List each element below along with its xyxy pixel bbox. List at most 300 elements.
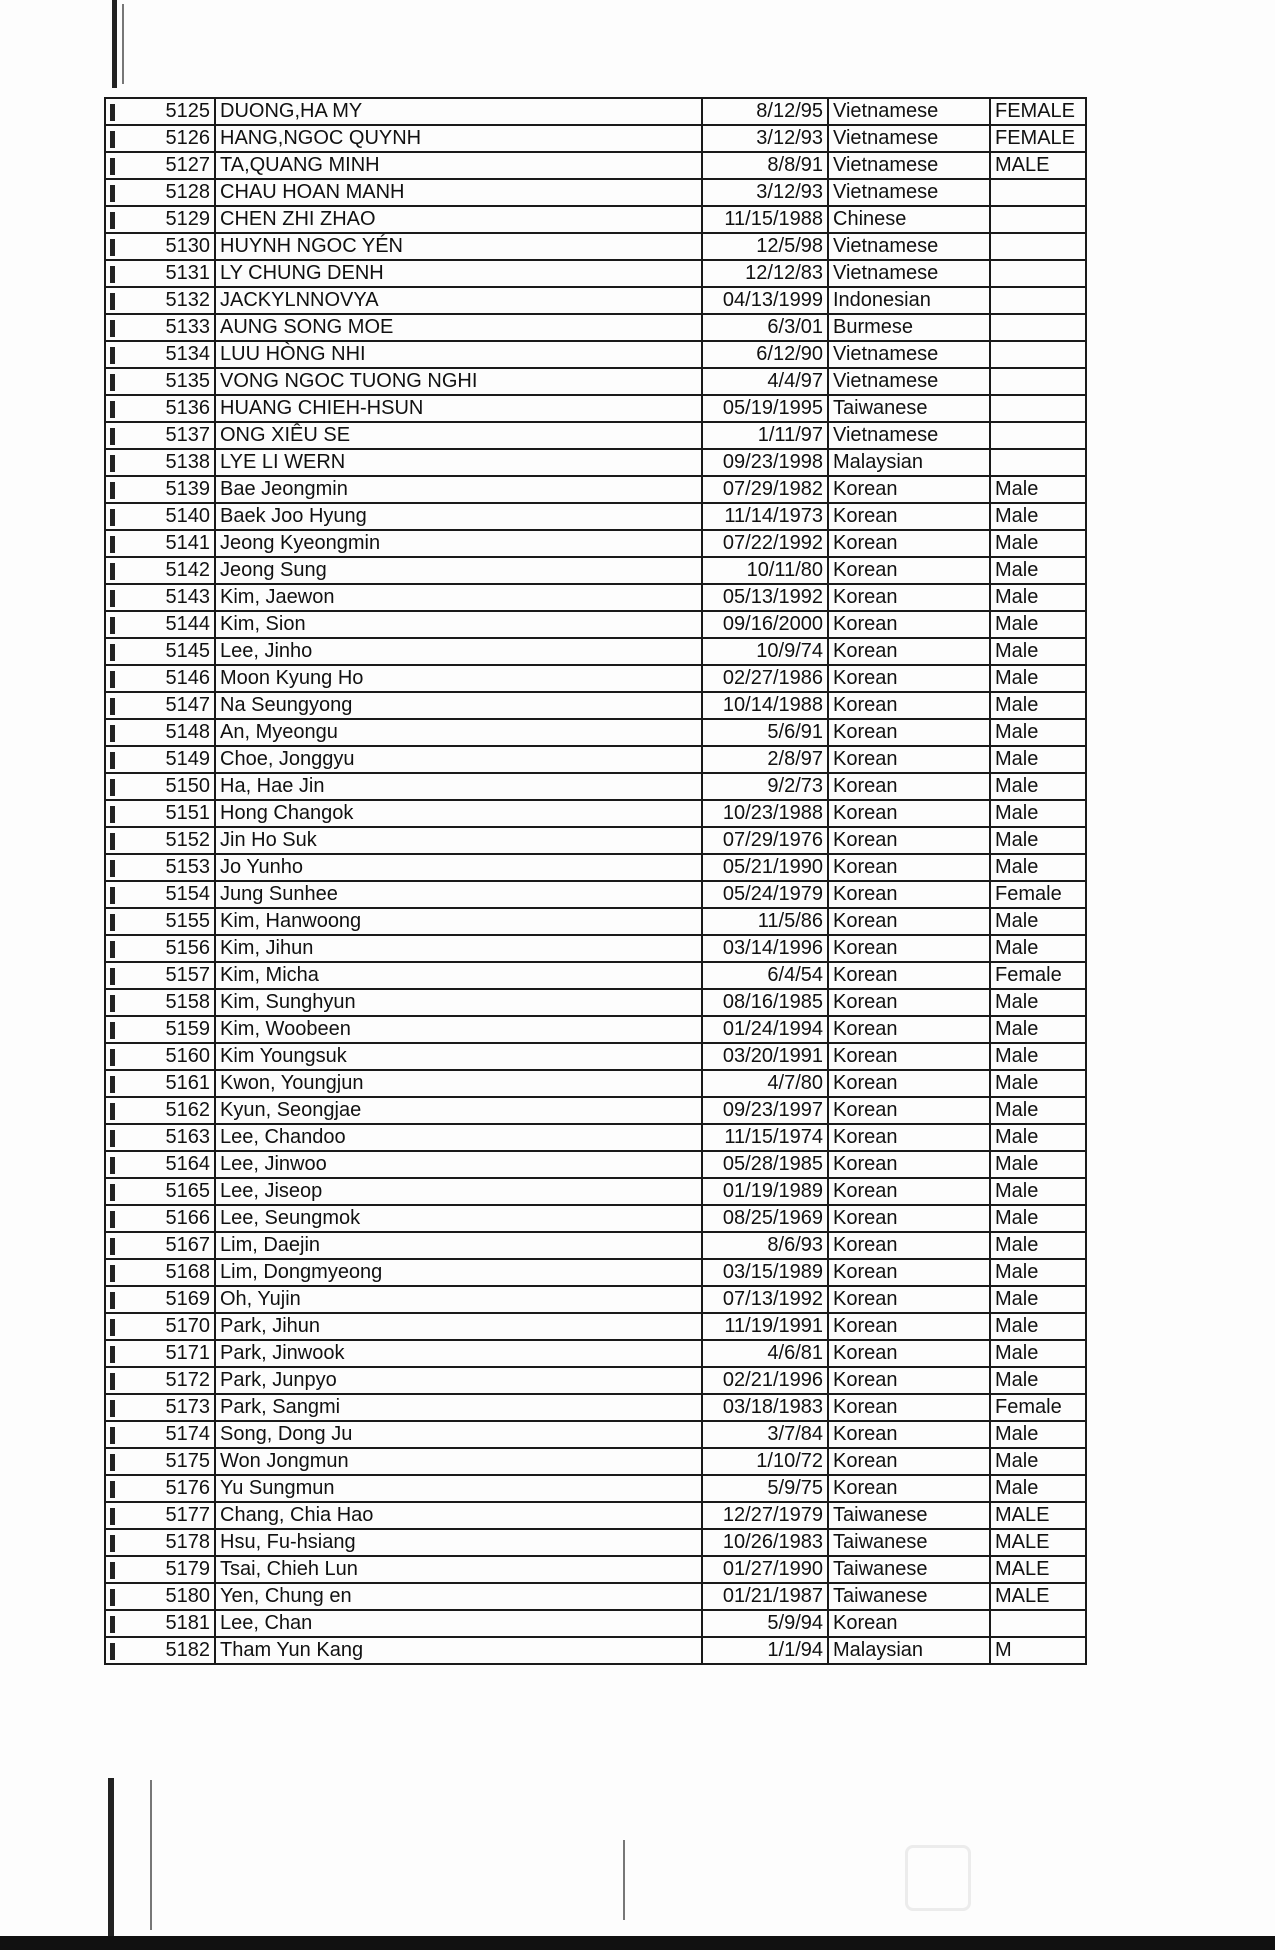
cell-nationality-text: Korean xyxy=(833,586,898,608)
table-row xyxy=(105,1367,1086,1394)
cell-date-of-birth xyxy=(702,260,828,287)
scan-bar-mark xyxy=(110,428,115,445)
scan-bar-mark xyxy=(110,1157,115,1174)
cell-number-text: 5160 xyxy=(165,1045,210,1067)
cell-number xyxy=(105,1286,215,1313)
cell-number-text: 5178 xyxy=(165,1531,210,1553)
table-row xyxy=(105,341,1086,368)
cell-name xyxy=(215,1070,702,1097)
cell-number xyxy=(105,1178,215,1205)
table-row xyxy=(105,611,1086,638)
cell-date-of-birth xyxy=(702,1259,828,1286)
cell-date-of-birth xyxy=(702,449,828,476)
table-row xyxy=(105,98,1086,125)
cell-name-text: Yen, Chung en xyxy=(220,1585,352,1607)
cell-name xyxy=(215,503,702,530)
cell-number xyxy=(105,800,215,827)
cell-number-text: 5150 xyxy=(165,775,210,797)
cell-date-of-birth xyxy=(702,1340,828,1367)
cell-gender xyxy=(990,638,1086,665)
cell-name-text: Jo Yunho xyxy=(220,856,304,878)
cell-date-of-birth-text: 11/14/1973 xyxy=(724,505,823,527)
cell-gender xyxy=(990,962,1086,989)
cell-name-text: Kwon, Youngjun xyxy=(220,1072,364,1094)
cell-name xyxy=(215,1259,702,1286)
cell-number-text: 5169 xyxy=(165,1288,210,1310)
cell-name xyxy=(215,665,702,692)
scan-bar-mark xyxy=(110,725,115,742)
cell-gender-text: Male xyxy=(995,613,1039,635)
cell-number xyxy=(105,422,215,449)
scan-bar-mark xyxy=(110,158,115,175)
scan-bar-mark xyxy=(110,1292,115,1309)
cell-nationality xyxy=(828,1016,990,1043)
cell-nationality-text: Korean xyxy=(833,559,898,581)
cell-nationality-text: Burmese xyxy=(833,316,914,338)
scan-bar-mark xyxy=(110,698,115,715)
cell-name xyxy=(215,557,702,584)
cell-nationality xyxy=(828,1448,990,1475)
cell-number-text: 5166 xyxy=(165,1207,210,1229)
cell-gender-text: MALE xyxy=(995,154,1050,176)
cell-nationality xyxy=(828,746,990,773)
cell-name xyxy=(215,206,702,233)
table-row xyxy=(105,692,1086,719)
cell-name xyxy=(215,233,702,260)
cell-nationality-text: Korean xyxy=(833,910,898,932)
scan-bar-mark xyxy=(110,1427,115,1444)
cell-date-of-birth-text: 10/14/1988 xyxy=(722,694,823,716)
cell-nationality-text: Korean xyxy=(833,1018,898,1040)
table-row xyxy=(105,314,1086,341)
cell-gender-text: Female xyxy=(995,883,1062,905)
cell-nationality-text: Korean xyxy=(833,721,898,743)
cell-nationality-text: Korean xyxy=(833,1423,898,1445)
table-row xyxy=(105,1151,1086,1178)
table-row xyxy=(105,800,1086,827)
cell-nationality-text: Korean xyxy=(833,505,898,527)
cell-date-of-birth xyxy=(702,1124,828,1151)
cell-name-text: Won Jongmun xyxy=(220,1450,349,1472)
cell-gender xyxy=(990,1340,1086,1367)
cell-gender xyxy=(990,1313,1086,1340)
scan-bottom-edge xyxy=(0,1936,1275,1950)
table-row xyxy=(105,1583,1086,1610)
cell-number xyxy=(105,1421,215,1448)
cell-gender xyxy=(990,611,1086,638)
cell-date-of-birth-text: 01/19/1989 xyxy=(722,1180,823,1202)
cell-gender xyxy=(990,854,1086,881)
table-row xyxy=(105,881,1086,908)
cell-nationality xyxy=(828,341,990,368)
cell-gender-text: Male xyxy=(995,532,1039,554)
table-row xyxy=(105,584,1086,611)
cell-gender xyxy=(990,800,1086,827)
cell-date-of-birth-text: 1/10/72 xyxy=(756,1450,823,1472)
cell-name-text: Ha, Hae Jin xyxy=(220,775,325,797)
cell-gender xyxy=(990,1421,1086,1448)
cell-gender-text: Male xyxy=(995,1450,1039,1472)
cell-name xyxy=(215,908,702,935)
cell-date-of-birth xyxy=(702,1556,828,1583)
cell-number-text: 5136 xyxy=(165,397,210,419)
cell-name xyxy=(215,1124,702,1151)
cell-name-text: Kim, Jaewon xyxy=(220,586,335,608)
cell-number xyxy=(105,1475,215,1502)
cell-date-of-birth xyxy=(702,314,828,341)
cell-name xyxy=(215,125,702,152)
cell-date-of-birth-text: 03/14/1996 xyxy=(722,937,823,959)
cell-gender xyxy=(990,152,1086,179)
cell-number-text: 5134 xyxy=(165,343,210,365)
cell-gender-text: Male xyxy=(995,1018,1039,1040)
cell-number xyxy=(105,584,215,611)
cell-date-of-birth xyxy=(702,584,828,611)
cell-gender-text: Male xyxy=(995,694,1039,716)
cell-gender xyxy=(990,395,1086,422)
cell-nationality xyxy=(828,1556,990,1583)
cell-name-text: AUNG SONG MOE xyxy=(220,316,394,338)
cell-number xyxy=(105,746,215,773)
cell-date-of-birth xyxy=(702,746,828,773)
cell-number-text: 5179 xyxy=(165,1558,210,1580)
cell-gender-text: Male xyxy=(995,1234,1039,1256)
scan-bar-mark xyxy=(110,1616,115,1633)
cell-nationality-text: Indonesian xyxy=(833,289,931,311)
cell-nationality xyxy=(828,1421,990,1448)
cell-name-text: Bae Jeongmin xyxy=(220,478,348,500)
cell-date-of-birth-text: 05/21/1990 xyxy=(722,856,823,878)
table-row xyxy=(105,638,1086,665)
cell-date-of-birth xyxy=(702,1421,828,1448)
cell-gender-text: Female xyxy=(995,1396,1062,1418)
cell-name xyxy=(215,179,702,206)
table-row xyxy=(105,530,1086,557)
table-row xyxy=(105,1043,1086,1070)
table-row xyxy=(105,179,1086,206)
cell-gender-text: Male xyxy=(995,586,1039,608)
cell-nationality-text: Vietnamese xyxy=(833,127,939,149)
cell-name xyxy=(215,746,702,773)
cell-name xyxy=(215,422,702,449)
cell-nationality xyxy=(828,233,990,260)
cell-nationality xyxy=(828,881,990,908)
cell-nationality-text: Vietnamese xyxy=(833,235,939,257)
cell-date-of-birth-text: 4/4/97 xyxy=(767,370,823,392)
cell-name-text: Kim, Jihun xyxy=(220,937,314,959)
scan-bar-mark xyxy=(110,833,115,850)
cell-number-text: 5163 xyxy=(165,1126,210,1148)
cell-name-text: Park, Jinwook xyxy=(220,1342,345,1364)
cell-number-text: 5152 xyxy=(165,829,210,851)
scan-bar-mark xyxy=(110,374,115,391)
table-row xyxy=(105,1259,1086,1286)
cell-name-text: Kyun, Seongjae xyxy=(220,1099,362,1121)
cell-date-of-birth-text: 11/19/1991 xyxy=(724,1315,823,1337)
cell-number xyxy=(105,233,215,260)
cell-number xyxy=(105,1232,215,1259)
cell-nationality-text: Korean xyxy=(833,1099,898,1121)
cell-date-of-birth xyxy=(702,1151,828,1178)
scan-bar-mark xyxy=(110,131,115,148)
cell-date-of-birth-text: 12/5/98 xyxy=(756,235,823,257)
cell-nationality-text: Korean xyxy=(833,883,898,905)
cell-name-text: Chang, Chia Hao xyxy=(220,1504,374,1526)
table-row xyxy=(105,1610,1086,1637)
cell-name-text: LY CHUNG DENH xyxy=(220,262,384,284)
cell-nationality xyxy=(828,665,990,692)
scan-bar-mark xyxy=(110,455,115,472)
cell-number xyxy=(105,773,215,800)
cell-nationality-text: Taiwanese xyxy=(833,1504,928,1526)
cell-name xyxy=(215,1016,702,1043)
cell-number xyxy=(105,206,215,233)
cell-gender-text: Male xyxy=(995,829,1039,851)
cell-date-of-birth-text: 04/13/1999 xyxy=(722,289,823,311)
scan-edge-mark-top-thin xyxy=(122,4,124,84)
cell-name-text: Kim, Micha xyxy=(220,964,319,986)
cell-name-text: CHEN ZHI ZHAO xyxy=(220,208,376,230)
cell-gender xyxy=(990,179,1086,206)
cell-nationality-text: Korean xyxy=(833,694,898,716)
cell-nationality xyxy=(828,1313,990,1340)
cell-number-text: 5157 xyxy=(165,964,210,986)
cell-nationality-text: Taiwanese xyxy=(833,1585,928,1607)
scan-bar-mark xyxy=(110,1562,115,1579)
table-row xyxy=(105,1016,1086,1043)
cell-name xyxy=(215,827,702,854)
cell-date-of-birth-text: 07/22/1992 xyxy=(722,532,823,554)
cell-date-of-birth xyxy=(702,800,828,827)
cell-date-of-birth xyxy=(702,1016,828,1043)
cell-nationality xyxy=(828,1097,990,1124)
cell-gender xyxy=(990,719,1086,746)
cell-gender-text: Male xyxy=(995,1072,1039,1094)
cell-date-of-birth-text: 02/21/1996 xyxy=(722,1369,823,1391)
cell-name xyxy=(215,1313,702,1340)
cell-number-text: 5168 xyxy=(165,1261,210,1283)
cell-nationality xyxy=(828,584,990,611)
cell-name xyxy=(215,1637,702,1664)
scan-bar-mark xyxy=(110,266,115,283)
cell-gender-text: Male xyxy=(995,1099,1039,1121)
cell-name xyxy=(215,611,702,638)
cell-nationality-text: Korean xyxy=(833,1612,898,1634)
cell-number xyxy=(105,1340,215,1367)
cell-number xyxy=(105,395,215,422)
cell-gender xyxy=(990,314,1086,341)
cell-date-of-birth-text: 1/11/97 xyxy=(757,424,823,446)
scan-bar-mark xyxy=(110,563,115,580)
scan-dot-mark xyxy=(623,1840,625,1920)
table-row xyxy=(105,1124,1086,1151)
cell-nationality-text: Vietnamese xyxy=(833,343,939,365)
cell-name-text: Park, Sangmi xyxy=(220,1396,341,1418)
cell-name-text: Jung Sunhee xyxy=(220,883,338,905)
cell-number-text: 5138 xyxy=(165,451,210,473)
cell-number xyxy=(105,476,215,503)
cell-number xyxy=(105,1151,215,1178)
cell-date-of-birth-text: 12/27/1979 xyxy=(722,1504,823,1526)
cell-date-of-birth-text: 03/20/1991 xyxy=(722,1045,823,1067)
cell-nationality-text: Vietnamese xyxy=(833,262,939,284)
scan-edge-mark-top xyxy=(112,0,117,88)
scan-bar-mark xyxy=(110,590,115,607)
scan-bar-mark xyxy=(110,1103,115,1120)
cell-number-text: 5143 xyxy=(165,586,210,608)
cell-date-of-birth xyxy=(702,233,828,260)
cell-gender-text: MALE xyxy=(995,1504,1050,1526)
cell-nationality-text: Korean xyxy=(833,1207,898,1229)
cell-name xyxy=(215,1583,702,1610)
cell-gender-text: Male xyxy=(995,559,1039,581)
scan-bar-mark xyxy=(110,1589,115,1606)
cell-nationality-text: Korean xyxy=(833,748,898,770)
cell-number-text: 5147 xyxy=(165,694,210,716)
cell-nationality-text: Chinese xyxy=(833,208,907,230)
cell-gender xyxy=(990,125,1086,152)
cell-name xyxy=(215,1448,702,1475)
cell-nationality xyxy=(828,1178,990,1205)
cell-nationality-text: Korean xyxy=(833,1072,898,1094)
cell-date-of-birth xyxy=(702,1502,828,1529)
cell-date-of-birth-text: 11/15/1988 xyxy=(724,208,823,230)
cell-name-text: Na Seungyong xyxy=(220,694,353,716)
cell-number xyxy=(105,881,215,908)
cell-nationality xyxy=(828,1367,990,1394)
cell-name xyxy=(215,773,702,800)
cell-number xyxy=(105,1556,215,1583)
cell-number-text: 5175 xyxy=(165,1450,210,1472)
cell-name-text: Lim, Daejin xyxy=(220,1234,321,1256)
cell-nationality-text: Korean xyxy=(833,1288,898,1310)
cell-date-of-birth xyxy=(702,1394,828,1421)
cell-nationality-text: Malaysian xyxy=(833,1639,924,1661)
cell-gender-text: Male xyxy=(995,478,1039,500)
cell-date-of-birth xyxy=(702,125,828,152)
scan-bar-mark xyxy=(110,1184,115,1201)
cell-date-of-birth-text: 6/4/54 xyxy=(767,964,823,986)
cell-gender xyxy=(990,665,1086,692)
scan-bar-mark xyxy=(110,887,115,904)
cell-gender-text: Male xyxy=(995,1315,1039,1337)
cell-gender xyxy=(990,773,1086,800)
cell-date-of-birth xyxy=(702,719,828,746)
cell-date-of-birth-text: 3/12/93 xyxy=(756,181,823,203)
cell-date-of-birth xyxy=(702,395,828,422)
cell-name xyxy=(215,1556,702,1583)
cell-name xyxy=(215,449,702,476)
scan-bar-mark xyxy=(110,1346,115,1363)
cell-date-of-birth-text: 12/12/83 xyxy=(745,262,823,284)
cell-nationality-text: Vietnamese xyxy=(833,424,939,446)
cell-name xyxy=(215,719,702,746)
cell-number-text: 5173 xyxy=(165,1396,210,1418)
table-row xyxy=(105,206,1086,233)
cell-gender xyxy=(990,287,1086,314)
cell-gender xyxy=(990,1448,1086,1475)
cell-nationality xyxy=(828,314,990,341)
table-row xyxy=(105,1232,1086,1259)
cell-nationality xyxy=(828,1259,990,1286)
cell-nationality xyxy=(828,395,990,422)
cell-date-of-birth xyxy=(702,1529,828,1556)
cell-date-of-birth xyxy=(702,368,828,395)
cell-number xyxy=(105,908,215,935)
cell-gender-text: Male xyxy=(995,1207,1039,1229)
cell-nationality-text: Vietnamese xyxy=(833,370,939,392)
cell-date-of-birth xyxy=(702,1448,828,1475)
cell-nationality-text: Korean xyxy=(833,613,898,635)
table-row xyxy=(105,665,1086,692)
watermark-logo-mark xyxy=(905,1845,971,1911)
table-row xyxy=(105,908,1086,935)
cell-nationality xyxy=(828,557,990,584)
cell-nationality-text: Korean xyxy=(833,775,898,797)
table-row xyxy=(105,1394,1086,1421)
cell-name xyxy=(215,314,702,341)
table-row xyxy=(105,746,1086,773)
cell-name xyxy=(215,1286,702,1313)
cell-gender xyxy=(990,1016,1086,1043)
table-row xyxy=(105,557,1086,584)
cell-nationality xyxy=(828,449,990,476)
cell-date-of-birth-text: 8/6/93 xyxy=(767,1234,823,1256)
cell-name-text: Lee, Jinwoo xyxy=(220,1153,327,1175)
cell-name-text: HUANG CHIEH-HSUN xyxy=(220,397,424,419)
cell-nationality-text: Korean xyxy=(833,1315,898,1337)
cell-gender xyxy=(990,206,1086,233)
cell-nationality xyxy=(828,638,990,665)
cell-date-of-birth-text: 10/11/80 xyxy=(746,559,823,581)
cell-gender-text: M xyxy=(995,1639,1012,1661)
cell-number xyxy=(105,1043,215,1070)
table-row xyxy=(105,1556,1086,1583)
cell-name xyxy=(215,1232,702,1259)
cell-gender xyxy=(990,827,1086,854)
scan-bar-mark xyxy=(110,941,115,958)
cell-date-of-birth-text: 09/23/1997 xyxy=(722,1099,823,1121)
scan-bar-mark xyxy=(110,293,115,310)
cell-name xyxy=(215,476,702,503)
cell-name xyxy=(215,341,702,368)
cell-gender xyxy=(990,341,1086,368)
cell-nationality xyxy=(828,368,990,395)
cell-nationality xyxy=(828,692,990,719)
cell-number xyxy=(105,962,215,989)
cell-gender xyxy=(990,1259,1086,1286)
cell-nationality xyxy=(828,530,990,557)
scan-bar-mark xyxy=(110,401,115,418)
cell-date-of-birth xyxy=(702,989,828,1016)
cell-date-of-birth xyxy=(702,341,828,368)
cell-date-of-birth xyxy=(702,476,828,503)
cell-name xyxy=(215,1367,702,1394)
cell-nationality xyxy=(828,1475,990,1502)
cell-gender-text: Male xyxy=(995,1423,1039,1445)
cell-date-of-birth-text: 4/6/81 xyxy=(767,1342,823,1364)
cell-date-of-birth-text: 6/3/01 xyxy=(767,316,823,338)
cell-number xyxy=(105,1637,215,1664)
scan-edge-mark-bottom xyxy=(108,1778,114,1938)
cell-gender xyxy=(990,503,1086,530)
scan-bar-mark xyxy=(110,239,115,256)
cell-nationality xyxy=(828,827,990,854)
cell-number xyxy=(105,1448,215,1475)
cell-name xyxy=(215,1475,702,1502)
cell-number-text: 5170 xyxy=(165,1315,210,1337)
cell-number xyxy=(105,827,215,854)
